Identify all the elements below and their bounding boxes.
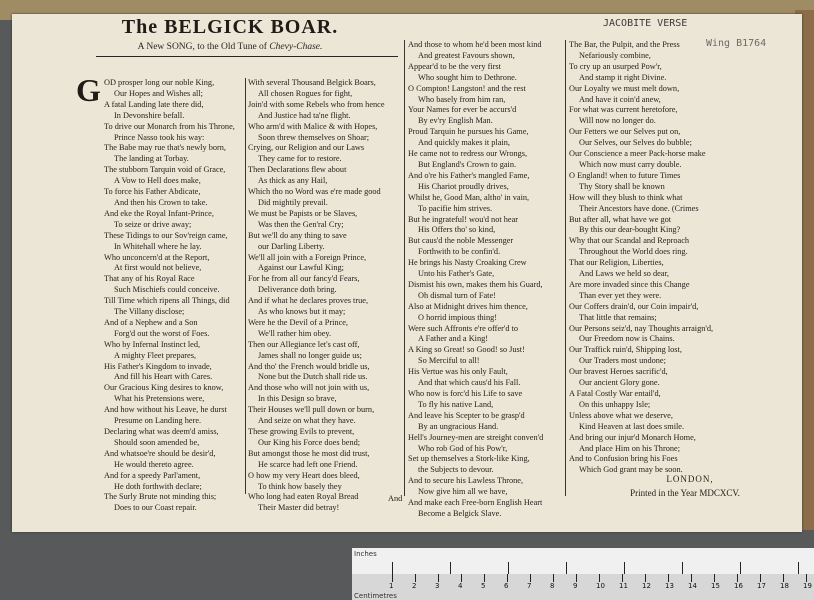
scale-tick [599,574,600,582]
scale-inch-tick [740,562,741,574]
verse-line: He scarce had left one Friend. [258,459,358,469]
verse-line: He would thereto agree. [114,459,194,469]
verse-line: Crying, our Religion and our Laws [248,143,365,153]
verse-column-1 [104,78,235,514]
verse-line: For he from all our fancy'd Fears, [248,274,360,284]
verse-line: Our Conscience a meer Pack-horse make [569,149,706,159]
verse-line: And place Him on his Throne; [579,443,681,453]
scale-tick [760,574,761,582]
verse-line: OD prosper long our noble King, [104,78,215,87]
verse-line: Deliverance doth bring. [258,285,337,295]
verse-line: Our Coffers drain'd, our Coin impair'd, [569,301,699,311]
verse-line: And eke the Royal Infant-Prince, [104,208,214,218]
verse-line: Our Gracious King desires to know, [104,383,224,393]
scale-number: 9 [573,582,578,590]
verse-line: They came for to restore. [258,154,342,164]
verse-line: Till Time which ripens all Things, did [104,296,230,306]
verse-line: Our Traffick ruin'd, Shipping lost, [569,345,682,355]
verse-line: To fly his native Land, [418,399,494,409]
title-rule [96,56,398,57]
scale-number: 11 [619,582,628,590]
verse-line: And quickly makes it plain, [418,138,510,148]
scale-number: 15 [711,582,720,590]
scale-tick [622,574,623,582]
verse-line: That any of his Royal Race [104,274,195,284]
verse-line: Our Freedom now is Chains. [579,334,675,344]
verse-line: To cry up an usurped Pow'r, [569,61,662,71]
verse-line: That little that remains; [579,312,657,322]
verse-line: Our Loyalty we must melt down, [569,83,680,93]
scale-tick [415,574,416,582]
scale-tick [714,574,715,582]
verse-line: Who arm'd with Malice & with Hopes, [248,121,378,131]
verse-line: But caus'd the noble Messenger [408,236,514,246]
verse-line: Forthwith to be confin'd. [418,247,501,257]
verse-line: On this unhappy Isle; [579,399,651,409]
verse-line: Than ever yet they were. [579,290,662,300]
verse-line: And tho' the French would bridle us, [248,361,370,371]
verse-line: O horrid impious thing! [418,312,498,322]
verse-column-4 [569,40,713,476]
verse-line: But we'll do any thing to save [248,230,347,240]
verse-line: So Merciful to all! [418,356,480,366]
verse-line: Set up themselves a Stork-like King, [408,454,530,464]
verse-line: The stubborn Tarquin void of Grace, [104,165,226,175]
scale-number: 6 [504,582,509,590]
verse-line: None but the Dutch shall ride us. [258,372,368,382]
verse-line: A mighty Fleet prepares, [114,350,197,360]
verse-line: At first would not believe, [114,263,202,273]
verse-line: Which now must carry double. [579,159,682,169]
verse-line: And those who will not join with us, [248,383,370,393]
verse-line: All chosen Rogues for fight, [258,88,353,98]
scale-tick [438,574,439,582]
verse-line: To drive our Monarch from his Throne, [104,121,235,131]
verse-line: Should soon amended be, [114,437,200,447]
verse-column-2 [248,78,385,514]
verse-line: A fatal Landing late there did, [104,99,204,109]
verse-line: In this Design so brave, [258,394,337,404]
verse-line: And that which caus'd his Fall. [418,378,521,388]
scale-tick [507,574,508,582]
verse-line: And stamp it right Divine. [579,72,667,82]
verse-line: To think how basely they [258,481,342,491]
verse-line: And of a Nephew and a Son [104,317,198,327]
verse-line: These Tidings to our Sov'reign came, [104,230,228,240]
verse-line: Did mightily prevail. [258,197,328,207]
verse-line: Who rob God of his Pow'r, [418,443,508,453]
scale-tick [392,574,393,582]
verse-line: O how my very Heart does bleed, [248,470,360,480]
verse-line: Nefariously combine, [579,50,651,60]
verse-line: The Surly Brute not minding this; [104,492,217,502]
verse-line: Unless above what we deserve, [569,410,673,420]
verse-line: Then Declarations flew about [248,165,347,175]
verse-line: By an ungracious Hand. [418,421,499,431]
verse-line: The landing at Torbay. [114,154,189,164]
verse-line: Whilst he, Good Man, altho' in vain, [408,192,530,202]
verse-line: Our Selves, our Selves do bubble; [579,138,692,148]
verse-line: And if what he declares proves true, [248,296,369,306]
verse-line: The Villany disclose; [114,307,185,317]
verse-line: our Darling Liberty. [258,241,325,251]
verse-line: Were such Affronts e're offer'd to [408,323,519,333]
catchword: And [388,494,403,503]
verse-line: Also at Midnight drives him thence, [408,301,528,311]
verse-line: Our ancient Glory gone. [579,378,660,388]
verse-line: Will now no longer do. [579,116,656,126]
verse-line: As thick as any Hail, [258,176,328,186]
verse-line: We must be Papists or be Slaves, [248,208,358,218]
verse-line: And Justice had ta'ne flight. [258,110,351,120]
verse-line: Our Hopes and Wishes all; [114,88,203,98]
verse-line: Our bravest Heroes sacrific'd, [569,367,668,377]
verse-line: And whatsoe're should be desir'd, [104,448,216,458]
verse-line: Were he the Devil of a Prince, [248,317,349,327]
scale-inches-band [352,548,814,574]
verse-line: And fill his Heart with Cares. [114,372,213,382]
verse-line: Our King his Force does bend; [258,437,361,447]
scale-inch-tick [392,562,393,574]
verse-line: His Father's Kingdom to invade, [104,361,212,371]
scale-number: 4 [458,582,463,590]
verse-line: Who unconcern'd at the Report, [104,252,210,262]
scale-inch-tick [566,562,567,574]
verse-line: And o're his Father's mangled Fame, [408,170,530,180]
scale-tick [691,574,692,582]
measuring-scale [352,548,814,600]
verse-line: Then our Allegiance let's cast off, [248,339,360,349]
scale-number: 16 [734,582,743,590]
scale-number: 12 [642,582,651,590]
verse-line: And leave his Scepter to be grasp'd [408,410,525,420]
verse-line: But after all, what have we got [569,214,672,224]
verse-line: His Chariot proudly drives, [418,181,509,191]
verse-line: By ev'ry English Man. [418,116,493,126]
verse-line: Who basely from him ran, [418,94,506,104]
verse-line: Kind Heaven at last does smile. [579,421,685,431]
verse-line: Their Master did betray! [258,503,340,513]
verse-line: A Father and a King! [418,334,489,344]
scale-tick [783,574,784,582]
verse-line: Their Houses we'll pull down or burn, [248,405,375,415]
verse-line: Which tho no Word was e're made good [248,187,381,197]
scale-inch-tick [508,562,509,574]
scale-inch-tick [450,562,451,574]
verse-line: That our Religion, Liberties, [569,258,664,268]
scale-tick [668,574,669,582]
scale-number: 3 [435,582,440,590]
scale-tick [576,574,577,582]
verse-line: And have it coin'd anew, [579,94,661,104]
verse-line: O England! when to future Times [569,170,681,180]
verse-line: What his Pretensions were, [114,394,205,404]
verse-line: With several Thousand Belgick Boars, [248,78,376,87]
verse-line: And then his Crown to take. [114,197,208,207]
scale-tick [530,574,531,582]
verse-line: Thy Story shall be known [579,181,665,191]
scale-number: 17 [757,582,766,590]
scale-number: 18 [780,582,789,590]
scale-inch-tick [798,562,799,574]
column-divider-2 [404,40,405,496]
verse-line: And those to whom he'd been most kind [408,40,542,49]
verse-line: To force his Father Abdicate, [104,187,201,197]
verse-line: Dismist his own, makes them his Guard, [408,279,543,289]
verse-line: Appear'd to be the very first [408,61,501,71]
verse-line: Oh dismal turn of Fate! [418,290,496,300]
verse-line: His Vertue was his only Fault, [408,367,508,377]
verse-line: Who by Infernal Instinct led, [104,339,201,349]
verse-line: Hell's Journey-men are streight conven'd [408,432,544,442]
scale-inches-label: Inches [354,550,377,558]
scale-number: 13 [665,582,674,590]
verse-line: Against our Lawful King; [258,263,344,273]
scale-number: 8 [550,582,555,590]
verse-line: To seize or drive away; [114,219,192,229]
verse-line: And for a speedy Parl'ament, [104,470,201,480]
verse-line: As who knows but it may; [258,307,346,317]
pencil-annotation-subject: JACOBITE VERSE [603,18,688,29]
verse-line: Such Mischiefs could conceive. [114,285,220,295]
verse-line: In Devonshire befall. [114,110,185,120]
subtitle-text: A New SONG, to the Old Tune of [137,42,270,52]
verse-line: We'll all join with a Foreign Prince, [248,252,367,262]
verse-line: Was then the Gen'ral Cry; [258,219,344,229]
verse-line: And Laws we held so dear, [579,269,669,279]
verse-line: And to secure his Lawless Throne, [408,476,524,486]
verse-column-3 [408,40,543,520]
scale-inch-tick [624,562,625,574]
scale-cm-label: Centimetres [354,592,397,600]
verse-line: Forg'd out the worst of Foes. [114,328,210,338]
scale-tick [645,574,646,582]
scale-tick [553,574,554,582]
tune-name: Chevy-Chase. [269,42,323,52]
drop-cap: G [76,72,101,108]
verse-line: And bring our injur'd Monarch Home, [569,432,696,442]
verse-line: The Bar, the Pulpit, and the Press [569,40,680,49]
verse-line: He doth forthwith declare; [114,481,202,491]
verse-line: But amongst those he most did trust, [248,448,370,458]
scale-number: 7 [527,582,532,590]
verse-line: the Subjects to devour. [418,465,494,475]
scale-number: 5 [481,582,486,590]
verse-line: Who now is forc'd his Life to save [408,389,523,398]
verse-line: And how without his Leave, he durst [104,405,227,415]
verse-line: And make each Free-born English Heart [408,498,543,508]
verse-line: O Compton! Langston! and the rest [408,83,526,93]
scale-number: 19 [803,582,812,590]
scale-number: 2 [412,582,417,590]
verse-line: We'll rather him obey. [258,328,332,338]
scale-tick [484,574,485,582]
scale-inch-tick [682,562,683,574]
verse-line: And greatest Favours shown, [418,50,515,60]
verse-line: Does to our Coast repair. [114,503,197,513]
imprint-year: Printed in the Year MDCXCV. [630,488,740,498]
imprint-city: LONDON, [666,474,714,484]
verse-line: Their Ancestors have done. (Crimes [579,203,699,213]
verse-line: Who sought him to Dethrone. [418,72,517,82]
column-divider-1 [245,78,246,494]
verse-line: Declaring what was deem'd amiss, [104,427,219,436]
verse-line: In Whitehall where he lay. [114,241,202,251]
verse-line: Now give him all we have, [418,487,508,497]
verse-line: A Fatal Costly War entail'd, [569,389,661,398]
verse-line: Presume on Landing here. [114,416,202,426]
verse-line: How will they blush to think what [569,192,683,202]
verse-line: Prince Nasso took his way: [114,132,205,142]
verse-line: For what was current heretofore, [569,105,678,115]
verse-line: He brings his Nasty Croaking Crew [408,258,527,268]
verse-line: Soon threw themselves on Shoar; [258,132,370,142]
scale-tick [806,574,807,582]
scale-number: 14 [688,582,697,590]
verse-line: Our Traders most undone; [579,356,666,366]
column-divider-3 [565,40,566,496]
verse-line: A King so Great! so Good! so Just! [408,345,525,355]
verse-line: Become a Belgick Slave. [418,508,502,518]
verse-line: Which God grant may be soon. [579,465,683,475]
verse-line: These growing Evils to prevent, [248,427,355,436]
verse-line: Why that our Scandal and Reproach [569,236,690,246]
subtitle [60,42,400,52]
verse-line: And seize on what they have. [258,416,356,426]
scale-tick [737,574,738,582]
verse-line: A Vow to Hell does make, [114,176,201,186]
verse-line: Unto his Father's Gate, [418,269,495,279]
verse-line: James shall no longer guide us; [258,350,362,360]
verse-line: But England's Crown to gain. [418,159,517,169]
verse-line: And to Confusion bring his Foes [569,454,678,464]
pencil-annotation-wing: Wing B1764 [706,38,767,49]
verse-line: By this our dear-bought King? [579,225,681,235]
verse-line: His Offers tho' so kind, [418,225,496,235]
verse-line: Our Persons seiz'd, nay Thoughts arraign'd, [569,323,714,333]
verse-line: But he ingrateful! wou'd not hear [408,214,519,224]
verse-line: Throughout the World does ring. [579,247,688,257]
verse-line: Proud Tarquin he pursues his Game, [408,127,529,137]
verse-line: Your Names for ever be accurs'd [408,105,517,115]
verse-line: The Babe may rue that's newly born, [104,143,226,153]
scale-tick [461,574,462,582]
verse-line: Who long had eaten Royal Bread [248,492,359,502]
scale-number: 10 [596,582,605,590]
verse-line: Join'd with some Rebels who from hence [248,99,385,109]
verse-line: Our Fetters we our Selves put on, [569,127,681,137]
page-title: The BELGICK BOAR. [121,16,339,38]
verse-line: Are more invaded since this Change [569,279,690,289]
scale-number: 1 [389,582,394,590]
verse-line: To pacifie him strives. [418,203,493,213]
verse-line: He came not to redress our Wrongs, [408,149,528,159]
